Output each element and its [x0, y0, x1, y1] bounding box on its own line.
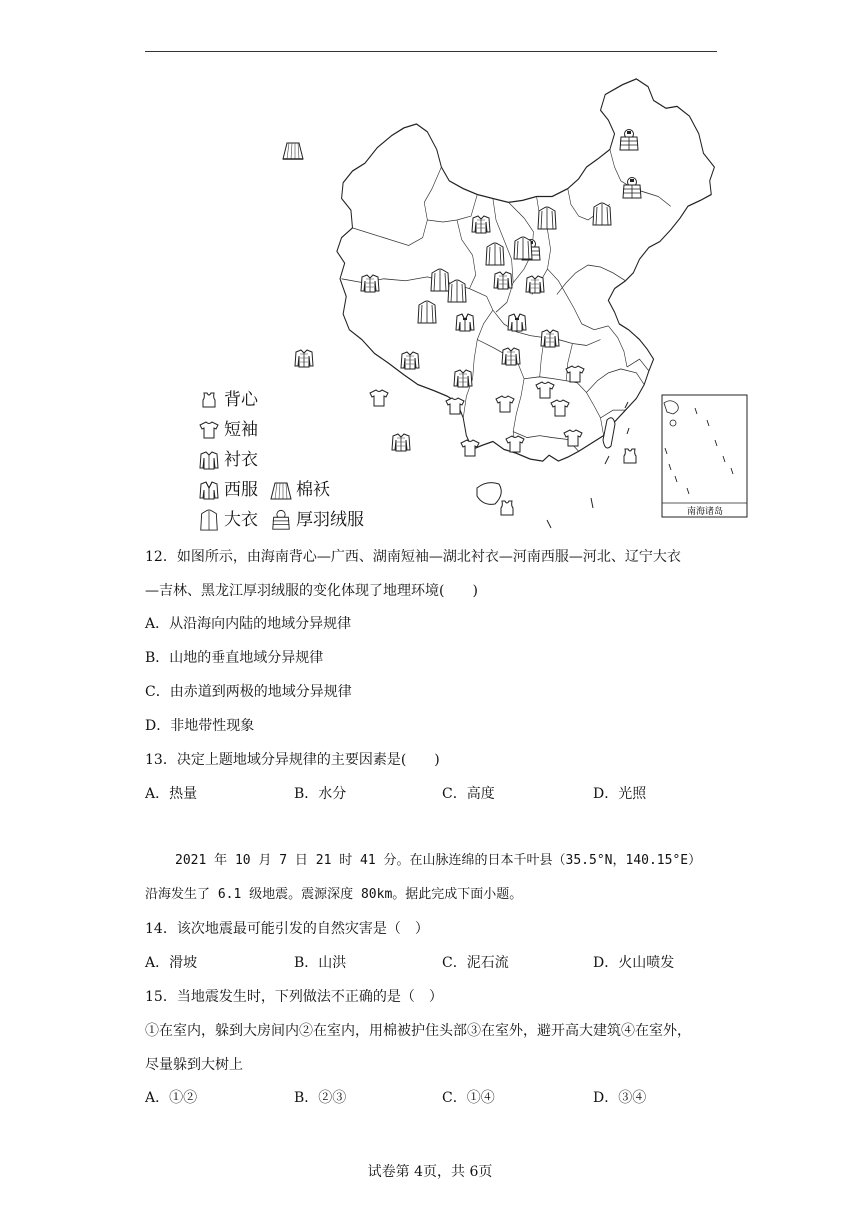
down-jacket-icon	[270, 509, 292, 531]
legend-label-shirt: 衬衣	[224, 450, 258, 470]
q14-option-b: B．山洪	[294, 955, 347, 971]
page-footer: 试卷第 4页，共 6页	[367, 1164, 493, 1180]
q15-option-d: D．③④	[593, 1090, 647, 1106]
q14-option-a: A．滑坡	[145, 955, 198, 971]
q12-option-b: B．山地的垂直地域分异规律	[145, 650, 324, 666]
coat-icon	[198, 509, 220, 531]
q13-stem: 13．决定上题地域分异规律的主要因素是( )	[145, 752, 440, 768]
down-jacket-icon	[620, 130, 638, 151]
shirt-icon	[526, 276, 544, 293]
tshirt-icon	[506, 436, 524, 452]
shirt-icon	[472, 216, 490, 233]
tshirt-icon	[496, 396, 514, 412]
q12-option-c: C．由赤道到两极的地域分异规律	[145, 684, 352, 700]
taiwan-island	[603, 418, 615, 448]
shirt-icon	[198, 449, 220, 471]
legend-row-shirt	[198, 445, 364, 475]
q13-option-d: D．光照	[593, 786, 647, 802]
legend-label-vest: 背心	[224, 390, 258, 410]
legend-label-tshirt: 短袖	[224, 420, 258, 440]
legend-row-vest	[198, 385, 364, 415]
tshirt-icon	[198, 419, 220, 441]
vest-icon	[624, 449, 636, 463]
shirt-icon	[454, 370, 472, 387]
tshirt-icon	[564, 430, 582, 446]
down-jacket-icon	[623, 178, 641, 199]
shirt-icon	[295, 350, 313, 367]
legend-label-down: 厚羽绒服	[296, 510, 364, 530]
legend-label-suit: 西服	[224, 480, 258, 500]
tshirt-icon	[536, 382, 554, 398]
q14-stem: 14．该次地震最可能引发的自然灾害是（ ）	[145, 921, 429, 937]
q12-stem-line2: —吉林、黑龙江厚羽绒服的变化体现了地理环境( )	[145, 583, 478, 599]
coat-icon	[486, 243, 504, 265]
hainan-island	[477, 483, 501, 505]
coat-icon	[593, 203, 611, 225]
shirt-icon	[494, 272, 512, 289]
suit-icon	[198, 479, 220, 501]
legend-pair-down	[270, 505, 364, 535]
tshirt-icon	[370, 390, 388, 406]
q15-option-a: A．①②	[145, 1090, 198, 1106]
q12-option-d: D．非地带性现象	[145, 718, 255, 734]
china-outline	[337, 79, 715, 461]
q14-option-c: C．泥石流	[442, 955, 509, 971]
q12-option-a: A．从沿海向内陆的地域分异规律	[145, 616, 352, 632]
q15-stem: 15．当地震发生时，下列做法不正确的是（ ）	[145, 989, 443, 1005]
legend-row-tshirt	[198, 415, 364, 445]
passage-line2: 沿海发生了 6.1 级地震。震源深度 80km。据此完成下面小题。	[145, 887, 523, 902]
tshirt-icon	[446, 398, 464, 414]
header-rule	[145, 51, 717, 52]
tshirt-icon	[566, 366, 584, 382]
tshirt-icon	[551, 400, 569, 416]
legend-pair-cotton	[270, 475, 330, 505]
cotton-jacket-icon	[283, 143, 303, 159]
coat-icon	[448, 280, 466, 302]
coat-icon	[431, 269, 449, 291]
q15-option-b: B．②③	[294, 1090, 347, 1106]
map-legend	[198, 385, 364, 535]
coat-icon	[418, 301, 436, 323]
q15-option-c: C．①④	[442, 1090, 495, 1106]
legend-label-coat: 大衣	[224, 510, 258, 530]
legend-row-coat-down	[198, 505, 364, 535]
q14-option-d: D．火山喷发	[593, 955, 675, 971]
q13-option-a: A．热量	[145, 786, 198, 802]
coat-icon	[514, 237, 532, 259]
q15-line2: 尽量躲到大树上	[145, 1057, 243, 1073]
suit-icon	[508, 314, 526, 331]
sea-dashes	[547, 402, 629, 528]
q15-line1: ①在室内，躲到大房间内②在室内，用棉被护住头部③在室外，避开高大建筑④在室外，	[145, 1023, 691, 1039]
passage-line1: 2021 年 10 月 7 日 21 时 41 分。在山脉连绵的日本千叶县（35.5°N，140.15°E）	[175, 853, 702, 868]
shirt-icon	[502, 348, 520, 365]
shirt-icon	[392, 434, 410, 451]
legend-row-suit-cotton	[198, 475, 364, 505]
shirt-icon	[541, 330, 559, 347]
shirt-icon	[361, 275, 379, 292]
suit-icon	[456, 314, 474, 331]
vest-icon	[198, 389, 220, 411]
coat-icon	[538, 207, 556, 229]
cotton-jacket-icon	[270, 479, 292, 501]
q12-stem-line1: 12．如图所示，由海南背心—广西、湖南短袖—湖北衬衣—河南西服—河北、辽宁大衣	[145, 549, 681, 565]
vest-icon	[501, 501, 513, 515]
q13-option-b: B．水分	[294, 786, 347, 802]
inset-label: 南海诸岛	[686, 507, 724, 517]
shirt-icon	[401, 352, 419, 369]
legend-label-cotton: 棉袄	[296, 480, 330, 500]
q13-option-c: C．高度	[442, 786, 495, 802]
south-china-sea-inset	[662, 395, 747, 517]
